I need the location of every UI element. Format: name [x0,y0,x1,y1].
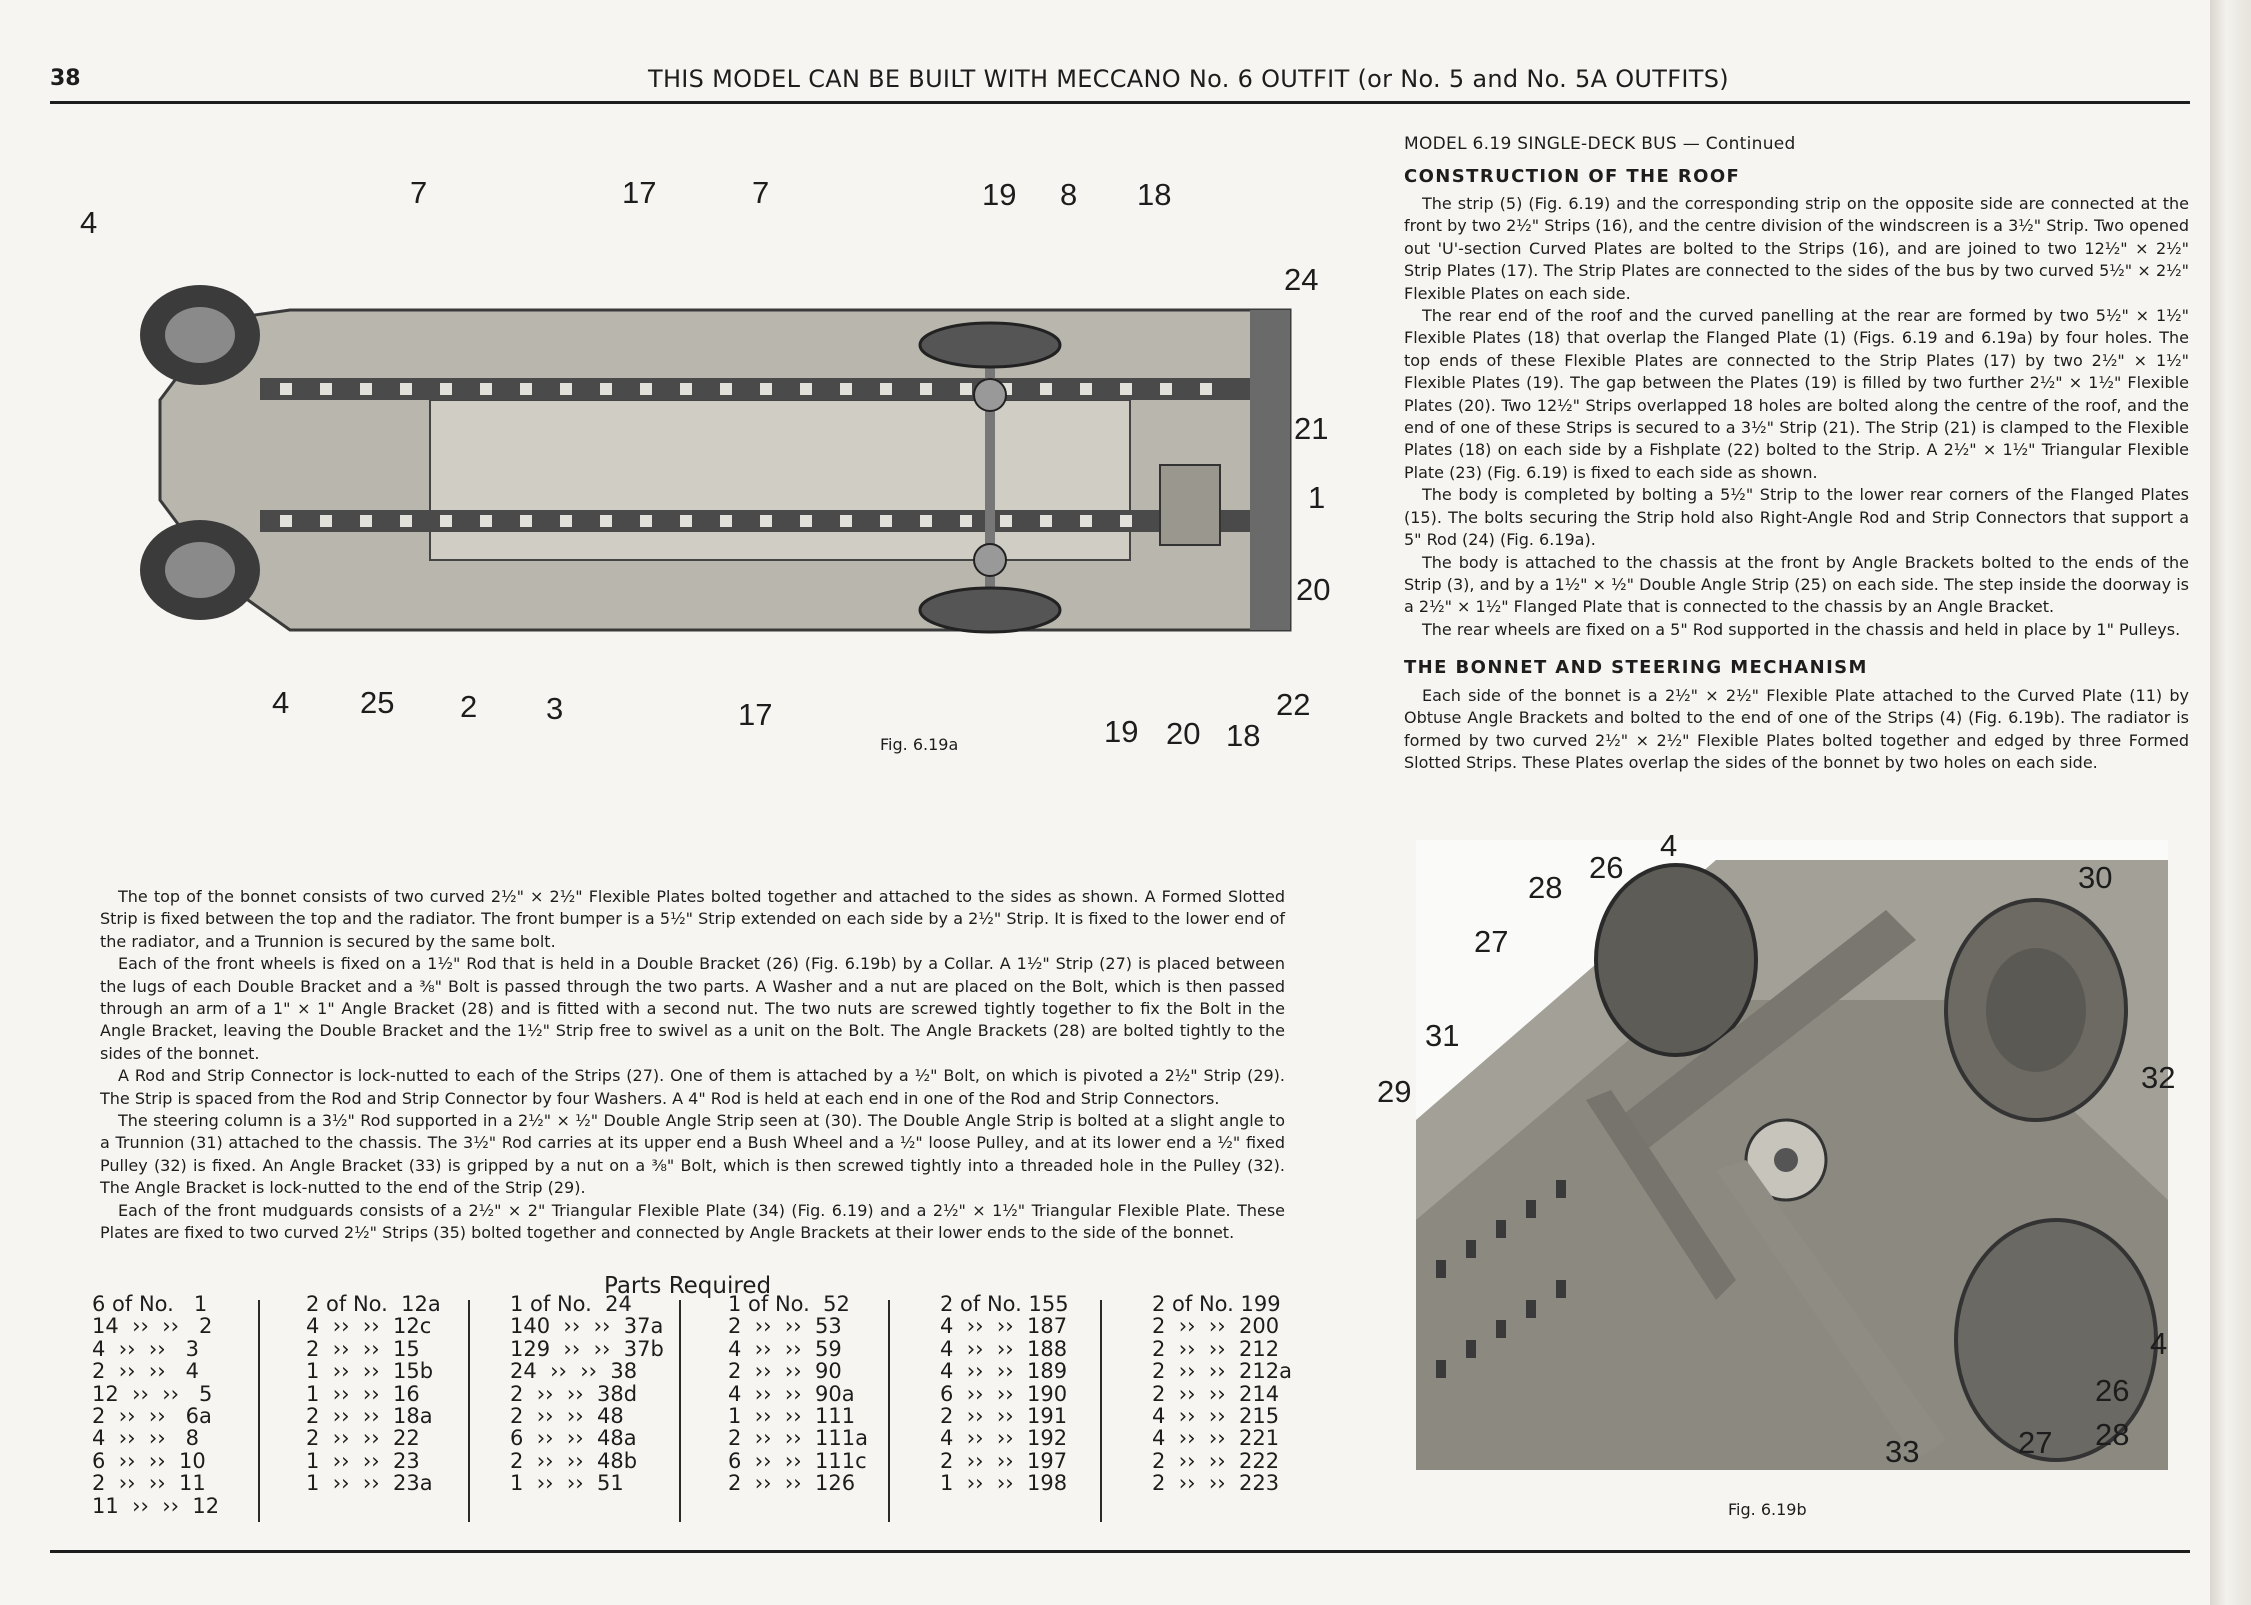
roof-paragraph: The body is attached to the chassis at the front by Angle Brackets bolted to the ends of the Strip (3), and by a 1½" × ½" Double Angle Strip (25) on each side. The step inside the doorway is a 2½" × 1½" Flanged Plate that is connected to the chassis by an Angle Bracket. [1404,552,2189,617]
parts-line: 140 ›› ›› 37a [510,1314,664,1339]
steering-illustration [1416,840,2168,1470]
parts-line: 4 ›› ›› 90a [728,1381,855,1406]
figure-6-19a-photo [100,250,1295,650]
parts-line: 2 ›› ›› 111a [728,1426,868,1451]
parts-line: 2 ›› ›› 4 [92,1359,200,1384]
roof-text [1404,193,2189,641]
parts-line: 2 ›› ›› 191 [940,1404,1068,1429]
parts-line: 24 ›› ›› 38 [510,1359,638,1384]
parts-divider [888,1300,890,1522]
parts-line: 2 ›› ›› 90 [728,1359,842,1384]
parts-line: 2 ›› ›› 223 [1152,1471,1280,1496]
parts-line: 2 ›› ›› 18a [306,1404,433,1429]
parts-line: 2 ›› ›› 200 [1152,1314,1280,1339]
callout-21: 21 [1294,411,1329,446]
parts-divider [468,1300,470,1522]
figure-6-19a-caption: Fig. 6.19a [880,735,959,754]
parts-line: 6 ›› ›› 48a [510,1426,637,1451]
callout-4-bottom-b: 4 [2150,1326,2168,1361]
parts-line: 1 of No. 52 [728,1292,850,1316]
parts-column-5 [940,1293,1069,1495]
callout-20-bottom: 20 [1166,716,1201,751]
parts-line: 4 ›› ›› 12c [306,1314,432,1339]
parts-line: 2 ›› ›› 53 [728,1314,842,1339]
parts-line: 2 ›› ›› 48 [510,1404,624,1429]
parts-divider [1100,1300,1102,1522]
parts-line: 6 ›› ›› 111c [728,1448,867,1473]
parts-line: 4 ›› ›› 59 [728,1336,842,1361]
parts-line: 6 ›› ›› 10 [92,1448,206,1473]
parts-column-6 [1152,1293,1292,1495]
callout-32: 32 [2141,1060,2176,1095]
callout-17-bottom: 17 [738,697,773,732]
callout-18-bottom: 18 [1226,718,1261,753]
parts-line: 2 ›› ›› 11 [92,1471,206,1496]
parts-line: 1 ›› ›› 198 [940,1471,1068,1496]
parts-line: 1 ›› ›› 16 [306,1381,420,1406]
parts-required-title: Parts Required [604,1273,772,1299]
callout-3: 3 [546,691,564,726]
parts-line: 12 ›› ›› 5 [92,1381,213,1406]
callout-26-bottom: 26 [2095,1373,2130,1408]
callout-2: 2 [460,689,478,724]
parts-line: 4 ›› ›› 215 [1152,1404,1280,1429]
model-heading: MODEL 6.19 SINGLE-DECK BUS — Continued [1404,134,1796,154]
parts-line: 4 ›› ›› 187 [940,1314,1068,1339]
bonnet-text [1404,685,2189,775]
callout-24: 24 [1284,262,1319,297]
parts-line: 2 ›› ›› 197 [940,1448,1068,1473]
parts-line: 4 ›› ›› 192 [940,1426,1068,1451]
callout-7-right: 7 [752,175,770,210]
callout-26-top: 26 [1589,850,1624,885]
callout-19-top: 19 [982,177,1017,212]
callout-28-top: 28 [1528,870,1563,905]
callout-18-top: 18 [1137,177,1172,212]
parts-column-1 [92,1293,219,1517]
callout-1: 1 [1308,480,1326,515]
roof-paragraph: The strip (5) (Fig. 6.19) and the corresponding strip on the opposite side are connected at the front by two 2½" Strips (16), and the centre division of the windscreen is a 3½" Strip. Two opened out 'U'-section Curved Plates are bolted to the Strips (16), and are joined to two 12½" × 2½" Strip Plates (17). The Strip Plates are connected to the sides of the bus by two curved 5½" × 2½" Flexible Plates on each side. [1404,194,2189,303]
parts-line: 2 ›› ›› 212 [1152,1336,1280,1361]
parts-line: 4 ›› ›› 188 [940,1336,1068,1361]
roof-paragraph: The rear wheels are fixed on a 5" Rod supported in the chassis and held in place by 1" Pulleys. [1422,619,2181,639]
header-rule [50,101,2190,104]
parts-line: 2 ›› ›› 126 [728,1471,856,1496]
parts-line: 2 ›› ›› 222 [1152,1448,1280,1473]
footer-rule [50,1550,2190,1553]
parts-line: 2 ›› ›› 214 [1152,1381,1280,1406]
parts-line: 2 of No. 12a [306,1292,441,1316]
parts-line: 2 of No. 155 [940,1292,1069,1316]
text-paragraph: Each of the front wheels is fixed on a 1½" Rod that is held in a Double Bracket (26) (Fig. 6.19b) by a Collar. A 1½" Strip (27) is placed between the lugs of each Double Bracket and a ⅜" Bolt is passed through the two parts. A Washer and a nut are placed on the Bolt, which is then passed through an arm of a 1" × 1" Angle Bracket (28) and is fitted with a second nut. The two nuts are screwed tightly together to fix the Bolt in the Angle Bracket, leaving the Double Bracket and the 1½" Strip free to swivel as a unit on the Bolt. The Angle Brackets (28) are bolted tightly to the sides of the bonnet. [100,954,1285,1063]
roof-paragraph: The rear end of the roof and the curved panelling at the rear are formed by two 5½" × 1½" Flexible Plates (18) that overlap the Flanged Plate (1) (Figs. 6.19 and 6.19a) by four holes. The top ends of these Flexible Plates are connected to the Strip Plates (17) by two 2½" × 1½" Flexible Plates (19). The gap between the Plates (19) is filled by two further 2½" × 1½" Flexible Plates (20). Two 12½" Strips overlapped 18 holes are bolted along the centre of the roof, and the end of one of these Strips is secured to a 3½" Strip (21). The Strip (21) is clamped to the Flexible Plates (18) on each side by a Fishplate (22) bolted to the Strip. A 2½" × 1½" Triangular Flexible Plate (23) (Fig. 6.19) is fixed to each side as shown. [1404,306,2189,482]
text-paragraph: The top of the bonnet consists of two curved 2½" × 2½" Flexible Plates bolted together and attached to the sides as shown. A Formed Slotted Strip is fixed between the top and the radiator. The front bumper is a 5½" Strip extended on each side by a 2½" Strip. It is fixed to the lower end of the radiator, and a Trunnion is secured by the same bolt. [100,887,1285,951]
roof-heading: CONSTRUCTION OF THE ROOF [1404,166,1741,187]
page-number: 38 [50,66,81,91]
text-paragraph: Each of the front mudguards consists of a 2½" × 2" Triangular Flexible Plate (34) (Fig. 6.19) and a 2½" × 1½" Triangular Flexible Plate. These Plates are fixed to two curved 2½" Strips (35) bolted together and connected by Angle Brackets at their lower ends to the side of the bonnet. [100,1200,1285,1243]
callout-4-top: 4 [80,205,98,240]
parts-line: 2 of No. 199 [1152,1292,1281,1316]
callout-31: 31 [1425,1018,1460,1053]
figure-6-19b-photo [1416,840,2168,1470]
callout-29: 29 [1377,1074,1412,1109]
parts-line: 6 of No. 1 [92,1292,208,1316]
callout-22: 22 [1276,687,1311,722]
callout-25: 25 [360,685,395,720]
parts-line: 2 ›› ›› 15 [306,1336,420,1361]
parts-line: 2 ›› ›› 212a [1152,1359,1292,1384]
callout-28-bottom: 28 [2095,1417,2130,1452]
chassis-illustration [100,250,1295,650]
parts-line: 1 ›› ›› 51 [510,1471,624,1496]
parts-column-4 [728,1293,868,1495]
parts-line: 129 ›› ›› 37b [510,1336,664,1361]
parts-line: 4 ›› ›› 189 [940,1359,1068,1384]
parts-line: 2 ›› ›› 48b [510,1448,638,1473]
callout-4-top-b: 4 [1660,828,1678,863]
callout-27-bottom: 27 [2018,1425,2053,1460]
callout-27-top: 27 [1474,924,1509,959]
figure-6-19b-caption: Fig. 6.19b [1728,1500,1807,1519]
bonnet-details-text [100,886,1285,1245]
parts-line: 1 of No. 24 [510,1292,632,1316]
parts-line: 6 ›› ›› 190 [940,1381,1068,1406]
parts-line: 1 ›› ›› 111 [728,1404,856,1429]
text-paragraph: A Rod and Strip Connector is lock-nutted to each of the Strips (27). One of them is attached by a ½" Bolt, on which is pivoted a 2½" Strip (29). The Strip is spaced from the Rod and Strip Connector by four Washers. A 4" Rod is held at each end in one of the Rod and Strip Connectors. [100,1066,1285,1108]
callout-7-left: 7 [410,175,428,210]
parts-line: 1 ›› ›› 23 [306,1448,420,1473]
parts-line: 2 ›› ›› 22 [306,1426,420,1451]
parts-column-2 [306,1293,441,1495]
page-edge [2210,0,2251,1605]
parts-column-3 [510,1293,664,1495]
roof-paragraph: The body is completed by bolting a 5½" Strip to the lower rear corners of the Flanged Plates (15). The bolts securing the Strip hold also Right-Angle Rod and Strip Connectors that support a 5" Rod (24) (Fig. 6.19a). [1404,485,2189,550]
parts-line: 1 ›› ›› 15b [306,1359,434,1384]
callout-20-right: 20 [1296,572,1331,607]
parts-line: 11 ›› ›› 12 [92,1493,220,1518]
bonnet-heading: THE BONNET AND STEERING MECHANISM [1404,657,1868,678]
callout-4-bottom: 4 [272,685,290,720]
callout-8: 8 [1060,177,1078,212]
callout-17-top: 17 [622,175,657,210]
callout-19-bottom: 19 [1104,714,1139,749]
callout-33: 33 [1885,1434,1920,1469]
parts-line: 4 ›› ›› 221 [1152,1426,1280,1451]
parts-line: 1 ›› ›› 23a [306,1471,433,1496]
parts-line: 2 ›› ›› 38d [510,1381,638,1406]
text-paragraph: The steering column is a 3½" Rod supported in a 2½" × ½" Double Angle Strip seen at (30). The Double Angle Strip is bolted at a slight angle to a Trunnion (31) attached to the chassis. The 3½" Rod carries at its upper end a Bush Wheel and a ½" loose Pulley, and at its lower end a ½" fixed Pulley (32) is fixed. An Angle Bracket (33) is gripped by a nut on a ⅜" Bolt, which is then screwed tightly into a threaded hole in the Pulley (32). The Angle Bracket is lock-nutted to the end of the Strip (29). [100,1111,1285,1198]
parts-divider [679,1300,681,1522]
callout-30: 30 [2078,860,2113,895]
parts-line: 2 ›› ›› 6a [92,1404,212,1429]
page-header-title: THIS MODEL CAN BE BUILT WITH MECCANO No. 6 OUTFIT (or No. 5 and No. 5A OUTFITS) [648,65,1729,93]
parts-line: 14 ›› ›› 2 [92,1314,213,1339]
parts-line: 4 ›› ›› 8 [92,1426,200,1451]
parts-divider [258,1300,260,1522]
parts-line: 4 ›› ›› 3 [92,1336,200,1361]
bonnet-paragraph: Each side of the bonnet is a 2½" × 2½" Flexible Plate attached to the Curved Plate (11) by Obtuse Angle Brackets and bolted to the end of one of the Strips (4) (Fig. 6.19b). The radiator is formed by two curved 2½" × 2½" Flexible Plates bolted together and edged by three Formed Slotted Strips. These Plates overlap the sides of the bonnet by two holes on each side. [1404,686,2189,773]
